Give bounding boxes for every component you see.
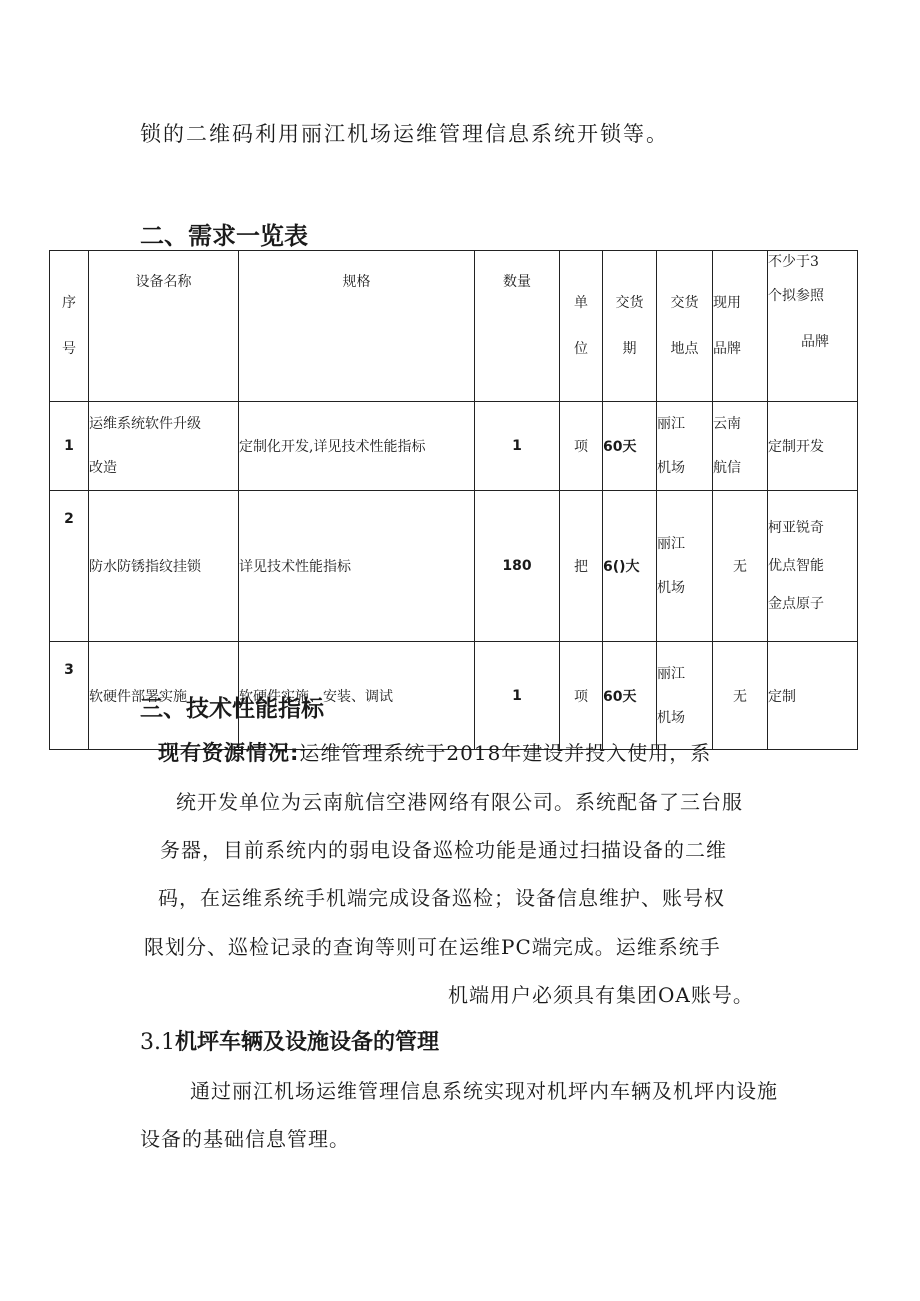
header-unit: 单 位 — [560, 251, 603, 402]
header-brand: 现用 品牌 — [713, 251, 768, 402]
section-3-1-heading: 3.1机坪车辆及设施设备的管理 — [140, 1030, 440, 1055]
header-place: 交货 地点 — [657, 251, 713, 402]
section-3-1-body-line-1: 通过丽江机场运维管理信息系统实现对机坪内车辆及机坪内设施 — [190, 1079, 778, 1103]
cell-ref: 柯亚锐奇 优点智能 金点原子 — [768, 491, 858, 642]
resources-line-3: 务器，目前系统内的弱电设备巡检功能是通过扫描设备的二维 — [160, 838, 727, 862]
cell-qty: 180 — [475, 491, 560, 642]
cell-place: 丽江 机场 — [657, 402, 713, 491]
cell-name: 运维系统软件升级 改造 — [89, 402, 239, 491]
cell-delivery: 6()大 — [603, 491, 657, 642]
requirements-table — [49, 250, 858, 750]
cell-brand: 云南 航信 — [713, 402, 768, 491]
header-name: 设备名称 — [89, 251, 239, 402]
cell-ref: 定制 — [768, 642, 858, 750]
table-row — [50, 402, 858, 491]
cell-delivery: 60天 — [603, 642, 657, 750]
header-qty: 数量 — [475, 251, 560, 402]
cell-delivery: 60天 — [603, 402, 657, 491]
cell-spec: 软硬件实施、安装、调试 — [239, 642, 475, 750]
cell-spec: 定制化开发,详见技术性能指标 — [239, 402, 475, 491]
intro-line: 锁的二维码利用丽江机场运维管理信息系统开锁等。 — [140, 122, 669, 146]
cell-unit: 把 — [560, 491, 603, 642]
resources-line-5: 限划分、巡检记录的查询等则可在运维PC端完成。运维系统手 — [144, 935, 721, 959]
header-seq: 序 号 — [50, 251, 89, 402]
cell-brand: 无 — [713, 491, 768, 642]
cell-name: 防水防锈指纹挂锁 — [89, 491, 239, 642]
cell-name: 软硬件部署实施 — [89, 642, 239, 750]
cell-unit: 项 — [560, 402, 603, 491]
cell-seq: 3 — [50, 642, 89, 750]
header-spec: 规格 — [239, 251, 475, 402]
header-delivery: 交货 期 — [603, 251, 657, 402]
resources-lead: 现有资源情况: — [158, 741, 300, 765]
header-ref: 不少于3 个拟参照 品牌 — [768, 251, 858, 402]
table-row — [50, 491, 858, 642]
resources-line-2: 统开发单位为云南航信空港网络有限公司。系统配备了三台服 — [176, 790, 743, 814]
cell-qty: 1 — [475, 402, 560, 491]
cell-qty: 1 — [475, 642, 560, 750]
cell-place: 丽江 机场 — [657, 491, 713, 642]
cell-unit: 项 — [560, 642, 603, 750]
cell-brand: 无 — [713, 642, 768, 750]
cell-ref: 定制开发 — [768, 402, 858, 491]
cell-place: 丽江 机场 — [657, 642, 713, 750]
section-2-heading: 二、需求一览表 — [140, 222, 308, 250]
section-3-heading: 三、技术性能指标 — [140, 696, 324, 722]
resources-line-6: 机端用户必须具有集团OA账号。 — [448, 983, 754, 1007]
cell-spec: 详见技术性能指标 — [239, 491, 475, 642]
section-3-1-body-line-2: 设备的基础信息管理。 — [140, 1127, 350, 1151]
cell-seq: 2 — [50, 491, 89, 642]
table-header-row — [50, 251, 858, 402]
cell-seq: 1 — [50, 402, 89, 491]
resources-line-1: 现有资源情况:运维管理系统于2018年建设并投入使用，系 — [158, 741, 712, 765]
resources-line-4: 码，在运维系统手机端完成设备巡检；设备信息维护、账号权 — [158, 886, 725, 910]
